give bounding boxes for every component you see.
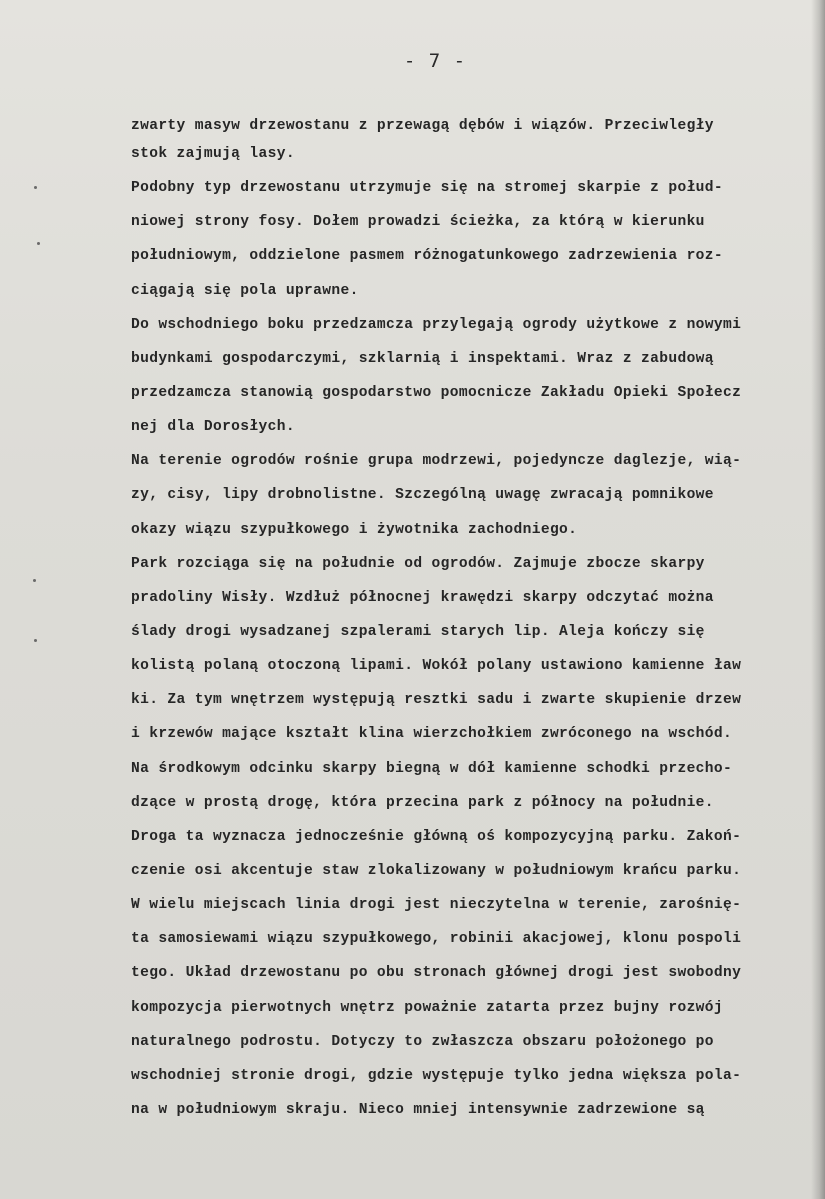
text-line: zy, cisy, lipy drobnolistne. Szczególną uwagę zwracają pomnikowe <box>131 487 714 504</box>
text-line: wschodniej stronie drogi, gdzie występuje tylko jedna większa pola- <box>131 1067 742 1084</box>
text-line: kompozycja pierwotnych wnętrz poważnie zatarta przez bujny rozwój <box>131 999 723 1016</box>
body-text <box>131 116 825 1127</box>
text-line: Podobny typ drzewostanu utrzymuje się na stromej skarpie z połud- <box>131 180 723 197</box>
text-line: kolistą polaną otoczoną lipami. Wokół polany ustawiono kamienne ław <box>131 658 742 675</box>
text-line: ta samosiewami wiązu szypułkowego, robinii akacjowej, klonu pospoli <box>131 931 742 948</box>
text-line: W wielu miejscach linia drogi jest nieczytelna w terenie, zarośnię- <box>131 897 742 914</box>
text-line: przedzamcza stanowią gospodarstwo pomocnicze Zakładu Opieki Społecz <box>131 384 742 401</box>
text-line: Park rozciąga się na południe od ogrodów. Zajmuje zbocze skarpy <box>131 555 705 572</box>
text-line: ślady drogi wysadzanej szpalerami starych lip. Aleja kończy się <box>131 623 705 640</box>
margin-speck <box>33 579 36 582</box>
text-line: nej dla Dorosłych. <box>131 419 295 436</box>
text-line: pradoliny Wisły. Wzdłuż północnej krawędzi skarpy odczytać można <box>131 589 714 606</box>
page-number: - 7 - <box>403 50 467 72</box>
text-line: Do wschodniego boku przedzamcza przylegają ogrody użytkowe z nowymi <box>131 316 742 333</box>
text-line: niowej strony fosy. Dołem prowadzi ścieżka, za którą w kierunku <box>131 214 705 231</box>
text-line: ciągają się pola uprawne. <box>131 282 359 299</box>
text-line: ki. Za tym wnętrzem występują resztki sadu i zwarte skupienie drzew <box>131 692 742 709</box>
text-line: stok zajmują lasy. <box>131 146 295 162</box>
text-line: tego. Układ drzewostanu po obu stronach głównej drogi jest swobodny <box>131 965 742 982</box>
margin-speck <box>34 639 37 642</box>
text-line: czenie osi akcentuje staw zlokalizowany w południowym krańcu parku. <box>131 862 742 879</box>
text-line: Na środkowym odcinku skarpy biegną w dół kamienne schodki przecho- <box>131 760 733 777</box>
text-line: okazy wiązu szypułkowego i żywotnika zachodniego. <box>131 521 578 538</box>
text-line: Na terenie ogrodów rośnie grupa modrzewi, pojedyncze daglezje, wią- <box>131 453 742 470</box>
text-line: budynkami gospodarczymi, szklarnią i inspektami. Wraz z zabudową <box>131 350 714 367</box>
text-line: naturalnego podrostu. Dotyczy to zwłaszcza obszaru położonego po <box>131 1033 714 1050</box>
text-line: zwarty masyw drzewostanu z przewagą dębów i wiązów. Przeciwległy <box>131 118 714 134</box>
page-edge-shadow <box>811 0 825 1199</box>
margin-speck <box>37 242 40 245</box>
text-line: i krzewów mające kształt klina wierzchołkiem zwróconego na wschód. <box>131 726 733 743</box>
text-line: południowym, oddzielone pasmem różnogatunkowego zadrzewienia roz- <box>131 248 723 265</box>
text-line: Droga ta wyznacza jednocześnie główną oś kompozycyjną parku. Zakoń- <box>131 828 742 845</box>
text-line: na w południowym skraju. Nieco mniej intensywnie zadrzewione są <box>131 1101 705 1118</box>
text-line: dzące w prostą drogę, która przecina park z północy na południe. <box>131 794 714 811</box>
margin-speck <box>34 186 37 189</box>
